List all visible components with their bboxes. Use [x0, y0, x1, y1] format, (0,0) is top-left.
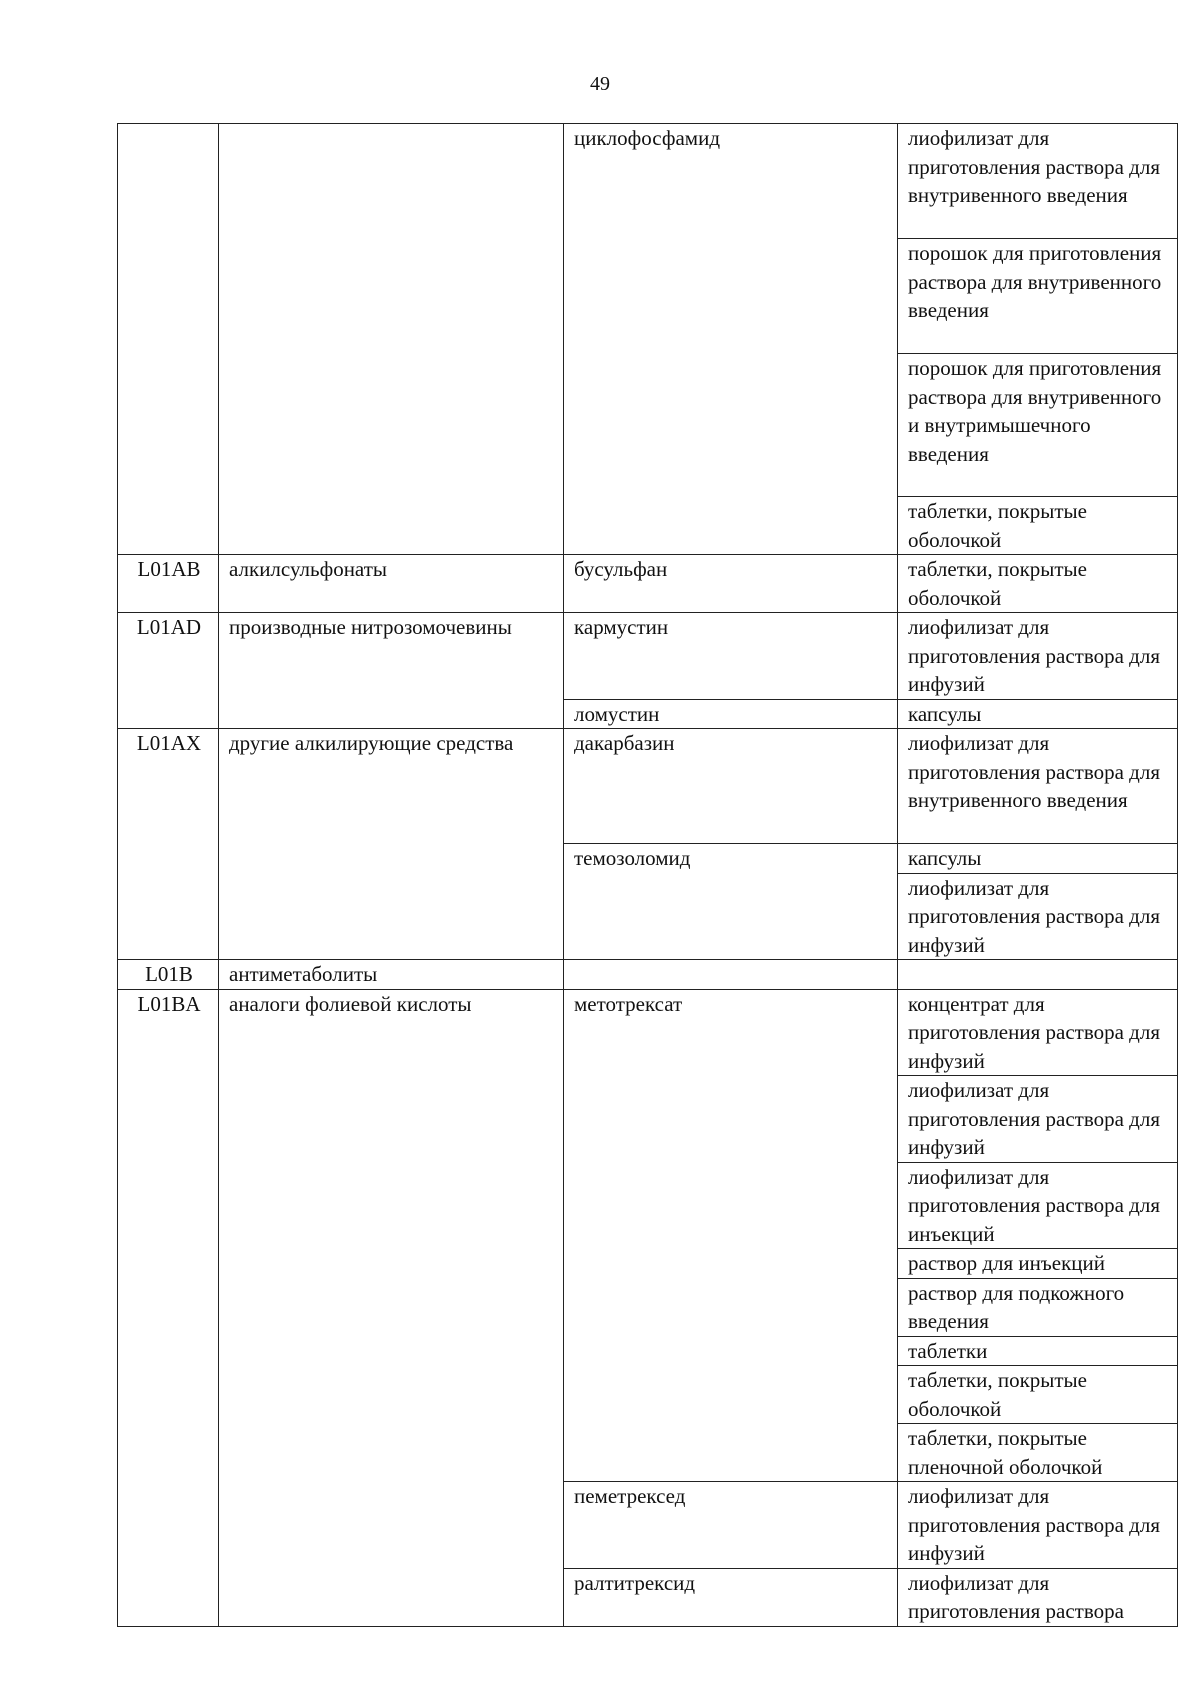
dosage-form-cell: порошок для приготовления раствора для внутривенного введения [898, 239, 1178, 354]
drug-name-cell: темозоломид [564, 844, 898, 960]
drug-name-cell: ралтитрексид [564, 1568, 898, 1626]
dosage-form-cell: таблетки, покрытые оболочкой [898, 1366, 1178, 1424]
dosage-form-cell: таблетки, покрытые оболочкой [898, 497, 1178, 555]
table-row [118, 960, 1178, 990]
drug-name-cell: пеметрексед [564, 1482, 898, 1569]
drug-name-cell: дакарбазин [564, 729, 898, 844]
dosage-form-cell: таблетки, покрытые пленочной оболочкой [898, 1424, 1178, 1482]
group-cell [219, 124, 564, 555]
drug-name-cell: циклофосфамид [564, 124, 898, 555]
dosage-form-cell: лиофилизат для приготовления раствора для внутривенного введения [898, 124, 1178, 239]
dosage-form-cell [898, 960, 1178, 990]
table-row [118, 124, 1178, 239]
group-cell: алкилсульфонаты [219, 555, 564, 613]
dosage-form-cell: таблетки [898, 1336, 1178, 1366]
atc-code-cell: L01AX [118, 729, 219, 960]
dosage-form-cell: лиофилизат для приготовления раствора [898, 1568, 1178, 1626]
table-row [118, 555, 1178, 613]
atc-code-cell: L01BA [118, 989, 219, 1626]
dosage-form-cell: лиофилизат для приготовления раствора для внутривенного введения [898, 729, 1178, 844]
dosage-form-cell: порошок для приготовления раствора для внутривенного и внутримышечного введения [898, 354, 1178, 497]
atc-code-cell [118, 124, 219, 555]
dosage-form-cell: раствор для подкожного введения [898, 1278, 1178, 1336]
drug-table [117, 123, 1178, 1627]
table-row [118, 613, 1178, 700]
page-number: 49 [590, 73, 610, 95]
dosage-form-cell: лиофилизат для приготовления раствора для инъекций [898, 1162, 1178, 1249]
dosage-form-cell: таблетки, покрытые оболочкой [898, 555, 1178, 613]
drug-name-cell: бусульфан [564, 555, 898, 613]
drug-name-cell: кармустин [564, 613, 898, 700]
dosage-form-cell: раствор для инъекций [898, 1249, 1178, 1279]
group-cell: другие алкилирующие средства [219, 729, 564, 960]
table-row [118, 729, 1178, 844]
drug-name-cell: ломустин [564, 699, 898, 729]
atc-code-cell: L01B [118, 960, 219, 990]
group-cell: антиметаболиты [219, 960, 564, 990]
group-cell: производные нитрозомочевины [219, 613, 564, 729]
drug-name-cell: метотрексат [564, 989, 898, 1482]
atc-code-cell: L01AB [118, 555, 219, 613]
drug-name-cell [564, 960, 898, 990]
dosage-form-cell: капсулы [898, 699, 1178, 729]
atc-code-cell: L01AD [118, 613, 219, 729]
dosage-form-cell: лиофилизат для приготовления раствора для инфузий [898, 1482, 1178, 1569]
table-row [118, 989, 1178, 1076]
dosage-form-cell: лиофилизат для приготовления раствора для инфузий [898, 873, 1178, 960]
group-cell: аналоги фолиевой кислоты [219, 989, 564, 1626]
dosage-form-cell: лиофилизат для приготовления раствора для инфузий [898, 613, 1178, 700]
dosage-form-cell: концентрат для приготовления раствора для инфузий [898, 989, 1178, 1076]
dosage-form-cell: лиофилизат для приготовления раствора для инфузий [898, 1076, 1178, 1163]
dosage-form-cell: капсулы [898, 844, 1178, 874]
